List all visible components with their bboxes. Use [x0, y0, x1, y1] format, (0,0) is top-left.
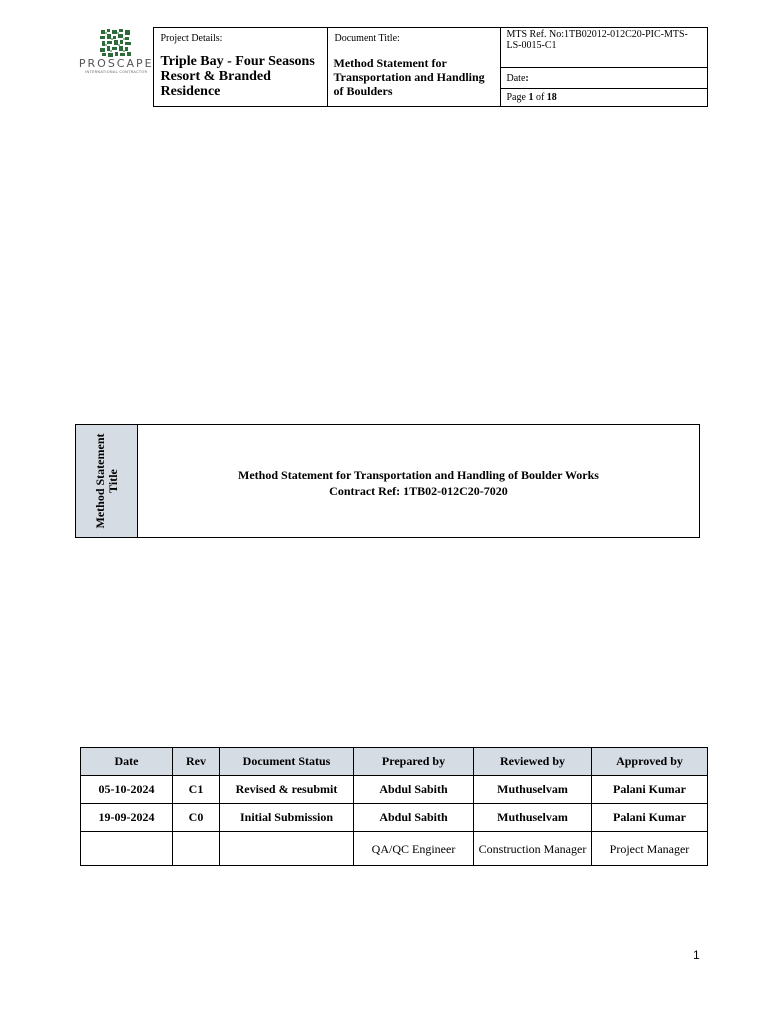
cell-date: 19-09-2024 — [81, 804, 173, 832]
mts-ref-cell — [500, 28, 707, 68]
revision-header-row — [81, 748, 708, 776]
revision-table — [80, 747, 708, 866]
page-prefix: Page — [506, 92, 529, 103]
cell-approved: Palani Kumar — [592, 776, 708, 804]
col-header-prepared: Prepared by — [354, 748, 474, 776]
cell-empty — [173, 832, 220, 866]
cell-approved: Palani Kumar — [592, 804, 708, 832]
logo-subtitle: INTERNATIONAL CONTRACTOR — [85, 69, 148, 74]
logo-cell — [80, 28, 153, 107]
page-current: 1 — [528, 92, 534, 103]
col-header-reviewed: Reviewed by — [474, 748, 592, 776]
contract-ref: Contract Ref: 1TB02-012C20-7020 — [329, 483, 508, 498]
col-header-status: Document Status — [220, 748, 354, 776]
date-colon: : — [525, 73, 529, 84]
cell-status: Initial Submission — [220, 804, 354, 832]
cell-reviewed: Muthuselvam — [474, 804, 592, 832]
cell-status: Revised & resubmit — [220, 776, 354, 804]
page-count — [501, 89, 707, 106]
col-header-date: Date — [81, 748, 173, 776]
side-label-line2: Title — [105, 469, 120, 493]
page-number: 1 — [693, 948, 700, 962]
cell-prepared: Abdul Sabith — [354, 776, 474, 804]
col-header-rev: Rev — [173, 748, 220, 776]
document-title-label: Document Title: — [334, 33, 400, 44]
cell-empty — [81, 832, 173, 866]
method-statement-side-label — [76, 425, 138, 537]
cell-rev: C1 — [173, 776, 220, 804]
cell-role-reviewed: Construction Manager — [474, 832, 592, 866]
document-title: Method Statement for Transportation and Handling of Boulders — [333, 56, 485, 98]
table-row — [81, 776, 708, 804]
method-statement-title-box — [75, 424, 700, 538]
date-cell — [500, 68, 707, 89]
cell-date: 05-10-2024 — [81, 776, 173, 804]
mts-ref-number: MTS Ref. No:1TB02012-012C20-PIC-MTS-LS-0015-C1 — [506, 29, 688, 51]
cell-role-prepared: QA/QC Engineer — [354, 832, 474, 866]
method-statement-title: Method Statement for Transportation and Handling of Boulder Works — [238, 467, 599, 482]
date-label: Date — [506, 73, 526, 84]
document-header — [80, 27, 708, 107]
cell-empty — [220, 832, 354, 866]
cell-rev: C0 — [173, 804, 220, 832]
method-statement-title-content — [138, 425, 699, 537]
roles-row — [81, 832, 708, 866]
table-row — [81, 804, 708, 832]
logo-wordmark: PROSCAPE — [78, 56, 154, 70]
cell-role-approved: Project Manager — [592, 832, 708, 866]
project-details-cell — [153, 28, 327, 107]
cell-prepared: Abdul Sabith — [354, 804, 474, 832]
page-total: 18 — [546, 92, 557, 103]
project-name: Triple Bay - Four Seasons Resort & Branded Residence — [160, 54, 315, 99]
cell-reviewed: Muthuselvam — [474, 776, 592, 804]
side-label-line1: Method Statement — [92, 433, 107, 529]
page-of: of — [533, 92, 547, 103]
logo-mark-icon — [99, 29, 133, 57]
col-header-approved: Approved by — [592, 748, 708, 776]
project-details-label: Project Details: — [160, 33, 223, 44]
company-logo — [80, 28, 153, 75]
document-title-cell — [327, 28, 500, 107]
page-count-cell — [500, 89, 707, 107]
